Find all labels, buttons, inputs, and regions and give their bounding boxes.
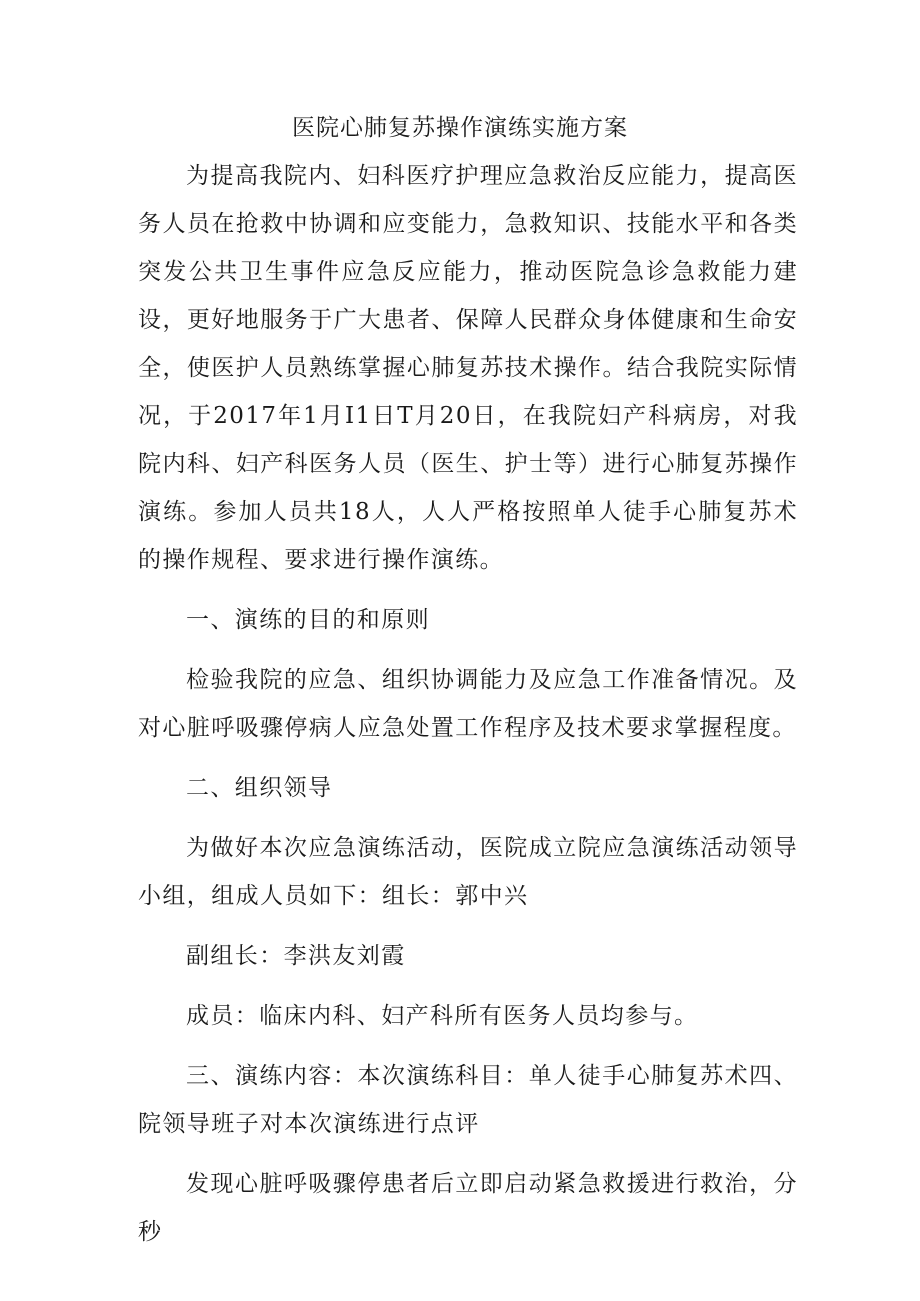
purpose-paragraph: 检验我院的应急、组织协调能力及应急工作准备情况。及对心脏呼吸骤停病人应急处置工作程序及技术要求掌握程度。 xyxy=(138,667,798,741)
deputy-leaders-line: 副组长：李洪友刘霞 xyxy=(186,943,406,969)
document-body xyxy=(138,152,798,1268)
members-line: 成员：临床内科、妇产科所有医务人员均参与。 xyxy=(186,1003,699,1029)
response-paragraph: 发现心脏呼吸骤停患者后立即启动紧急救援进行救治，分秒 xyxy=(138,1171,798,1245)
section-heading-purpose: 一、演练的目的和原则 xyxy=(186,607,430,633)
drill-content-paragraph: 三、演练内容：本次演练科目：单人徒手心肺复苏术四、院领导班子对本次演练进行点评 xyxy=(138,1063,798,1137)
section-heading-leadership: 二、组织领导 xyxy=(186,775,333,801)
leadership-paragraph: 为做好本次应急演练活动，医院成立院应急演练活动领导小组，组成人员如下：组长：郭中兴 xyxy=(138,835,798,909)
document-title: 医院心肺复苏操作演练实施方案 xyxy=(292,115,628,141)
intro-paragraph: 为提高我院内、妇科医疗护理应急救治反应能力，提高医务人员在抢救中协调和应变能力，急救知识、技能水平和各类突发公共卫生事件应急反应能力，推动医院急诊急救能力建设，更好地服务于广大患者、保障人民群众身体健康和生命安全，使医护人员熟练掌握心肺复苏技术操作。结合我院实际情况，于2017年1月I1日T月20日，在我院妇产科病房，对我院内科、妇产科医务人员（医生、护士等）进行心肺复苏操作演练。参加人员共18人，人人严格按照单人徒手心肺复苏术的操作规程、要求进行操作演练。 xyxy=(138,163,798,573)
